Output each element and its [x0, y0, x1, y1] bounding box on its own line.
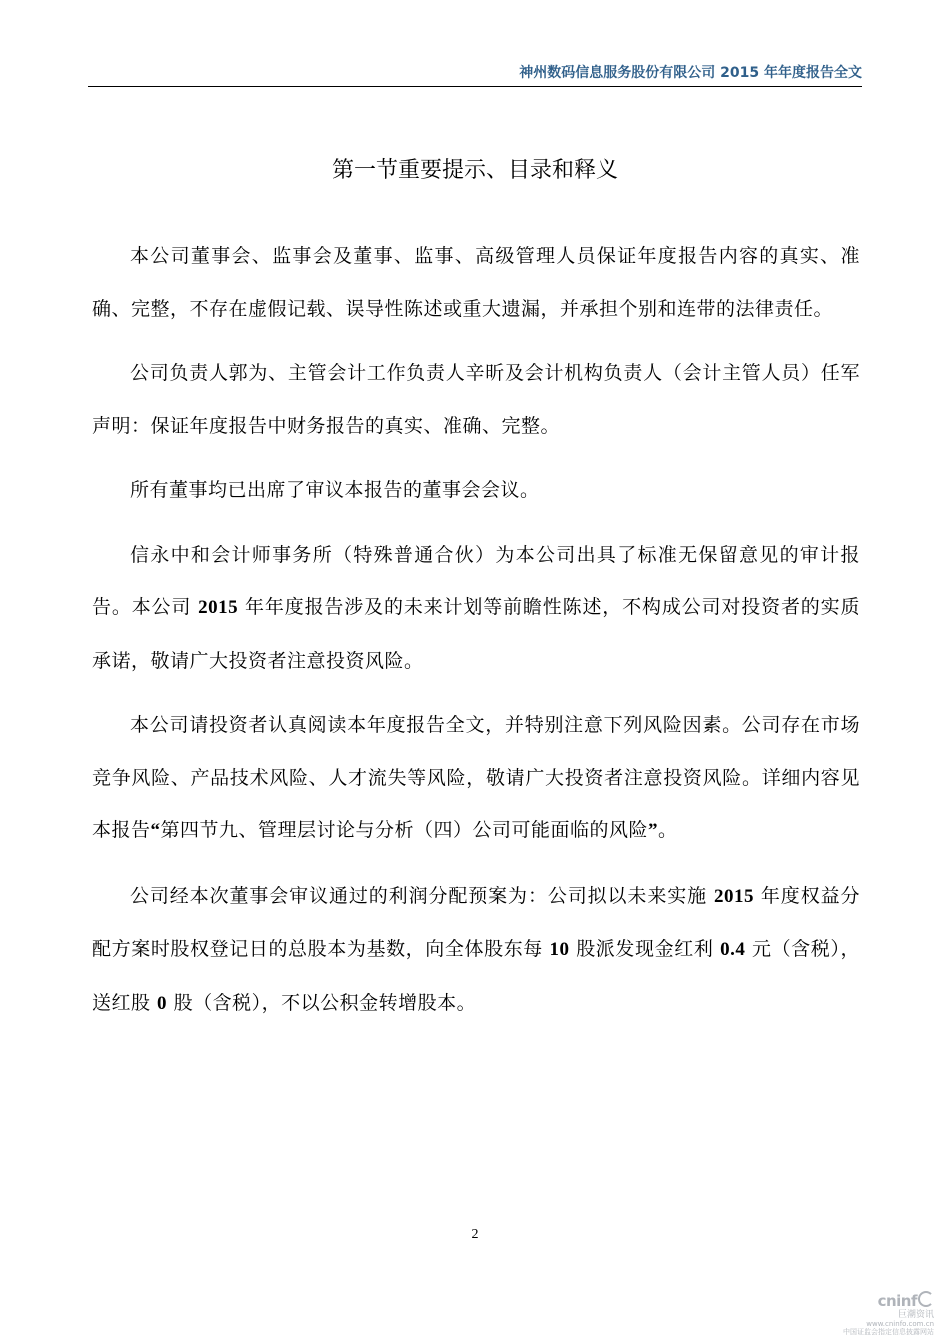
header-rule	[88, 86, 862, 87]
text-run: 第四节九、管理层讨论与分析（四）公司可能面临的风险	[160, 819, 649, 841]
text-run: 2015	[198, 597, 239, 618]
text-run: 10	[549, 939, 570, 960]
text-run: ”	[648, 820, 659, 841]
text-run: 年度权益分配方案时股权登记日的总股本为基数，向全体股东每	[92, 884, 860, 960]
paragraph-6	[92, 870, 860, 1031]
text-run: 股（含税），不以公积金转增股本。	[167, 991, 477, 1014]
section-title: 第一节重要提示、目录和释义	[331, 158, 618, 183]
page-header: 神州数码信息服务股份有限公司 2015 年年度报告全文	[519, 65, 862, 81]
text-run: 公司负责人郭为、主管会计工作负责人辛昕及会计机构负责人（会计主管人员）任军声明：保证年度报告中财务报告的真实、准确、完整。	[92, 362, 860, 437]
text-run: 2015	[713, 885, 754, 907]
text-run: 0.4	[720, 939, 746, 960]
cninfo-logo: cninf	[824, 1291, 934, 1310]
watermark-tagline: 中国证监会指定信息披露网站	[843, 1328, 934, 1336]
text-run: 本公司请投资者认真阅读本年度报告全文，并特别注意下列风险因素。公司存在市场竞争风险、产品技术风险、人才流失等风险，敬请广大投资者注意投资风险。详细内容见本报告	[92, 714, 860, 841]
text-run: 所有董事均已出席了审议本报告的董事会会议。	[130, 479, 540, 501]
paragraph-1	[92, 230, 860, 335]
paragraph-2	[92, 347, 860, 452]
text-run: 信永中和会计师事务所（特殊普通合伙）为本公司出具了标准无保留意见的审计报告。本公司	[92, 543, 860, 618]
paragraph-4	[92, 529, 860, 688]
text-run: 股派发现金红利	[569, 938, 721, 960]
body-text	[92, 230, 860, 1042]
text-run: 。	[658, 819, 678, 841]
text-run: 0	[157, 992, 168, 1014]
text-run: 公司经本次董事会审议通过的利润分配预案为：公司拟以未来实施	[130, 884, 714, 907]
watermark-name: 巨潮资讯	[897, 1310, 934, 1320]
page-number: 2	[471, 1227, 479, 1242]
text-run: “	[150, 820, 161, 841]
watermark-url: www.cninfo.com.cn	[866, 1320, 934, 1328]
text-run: 元（含税），送红股	[92, 938, 860, 1014]
paragraph-5	[92, 699, 860, 858]
text-run: 年年度报告涉及的未来计划等前瞻性陈述，不构成公司对投资者的实质承诺，敬请广大投资者注意投资风险。	[92, 596, 860, 672]
paragraph-3	[92, 464, 860, 517]
cninfo-watermark	[824, 1291, 934, 1336]
text-run: 本公司董事会、监事会及董事、监事、高级管理人员保证年度报告内容的真实、准确、完整，不存在虚假记载、误导性陈述或重大遗漏，并承担个别和连带的法律责任。	[92, 245, 860, 320]
swirl-icon	[918, 1291, 934, 1307]
